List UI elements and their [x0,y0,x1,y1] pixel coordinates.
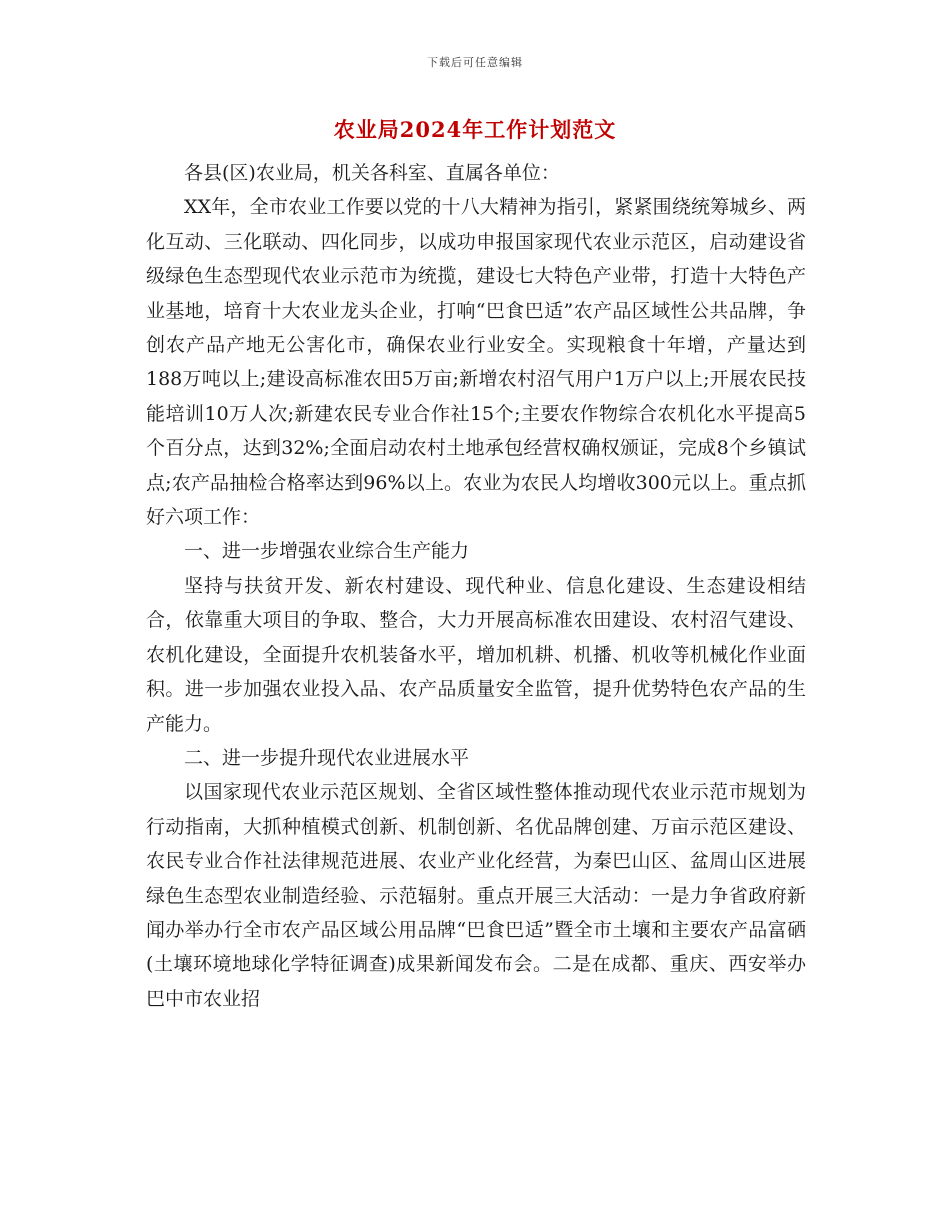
body-paragraph: 以国家现代农业示范区规划、全省区域性整体推动现代农业示范市规划为行动指南，大抓种植模式创新、机制创新、名优品牌创建、万亩示范区建设、农民专业合作社法律规范进展、农业产业化经营，为秦巴山区、盆周山区进展绿色生态型农业制造经验、示范辐射。重点开展三大活动：一是力争省政府新闻办举办行全市农产品区域公用品牌“巴食巴适”暨全市土壤和主要农产品富硒(土壤环境地球化学特征调查)成果新闻发布会。二是在成都、重庆、西安举办巴中市农业招 [146,781,806,1010]
header-note: 下载后可任意编辑 [427,56,523,69]
salutation-paragraph: 各县(区)农业局，机关各科室、直属各单位： [184,162,560,184]
body-paragraph: XX年，全市农业工作要以党的十八大精神为指引，紧紧围绕统筹城乡、两化互动、三化联动、四化同步，以成功申报国家现代农业示范区，启动建设省级绿色生态型现代农业示范市为统揽，建设七大特色产业带，打造十大特色产业基地，培育十大农业龙头企业，打响“巴食巴适”农产品区域性公共品牌，争创农产品产地无公害化市，确保农业行业安全。实现粮食十年增，产量达到188万吨以上;建设高标准农田5万亩;新增农村沼气用户1万户以上;开展农民技能培训10万人次;新建农民专业合作社15个;主要农作物综合农机化水平提高5个百分点，达到32%;全面启动农村土地承包经营权确权颁证，完成8个乡镇试点;农产品抽检合格率达到96%以上。农业为农民人均增收300元以上。重点抓好六项工作： [146,196,806,529]
section-heading: 一、进一步增强农业综合生产能力 [184,540,470,563]
body-paragraph: 坚持与扶贫开发、新农村建设、现代种业、信息化建设、生态建设相结合，依靠重大项目的争取、整合，大力开展高标准农田建设、农村沼气建设、农机化建设，全面提升农机装备水平，增加机耕、机播、机收等机械化作业面积。进一步加强农业投入品、农产品质量安全监管，提升优势特色农产品的生产能力。 [146,574,806,735]
section-heading: 二、进一步提升现代农业进展水平 [184,746,470,769]
document-body [146,156,806,1016]
document-title: 农业局2024年工作计划范文 [333,117,617,142]
